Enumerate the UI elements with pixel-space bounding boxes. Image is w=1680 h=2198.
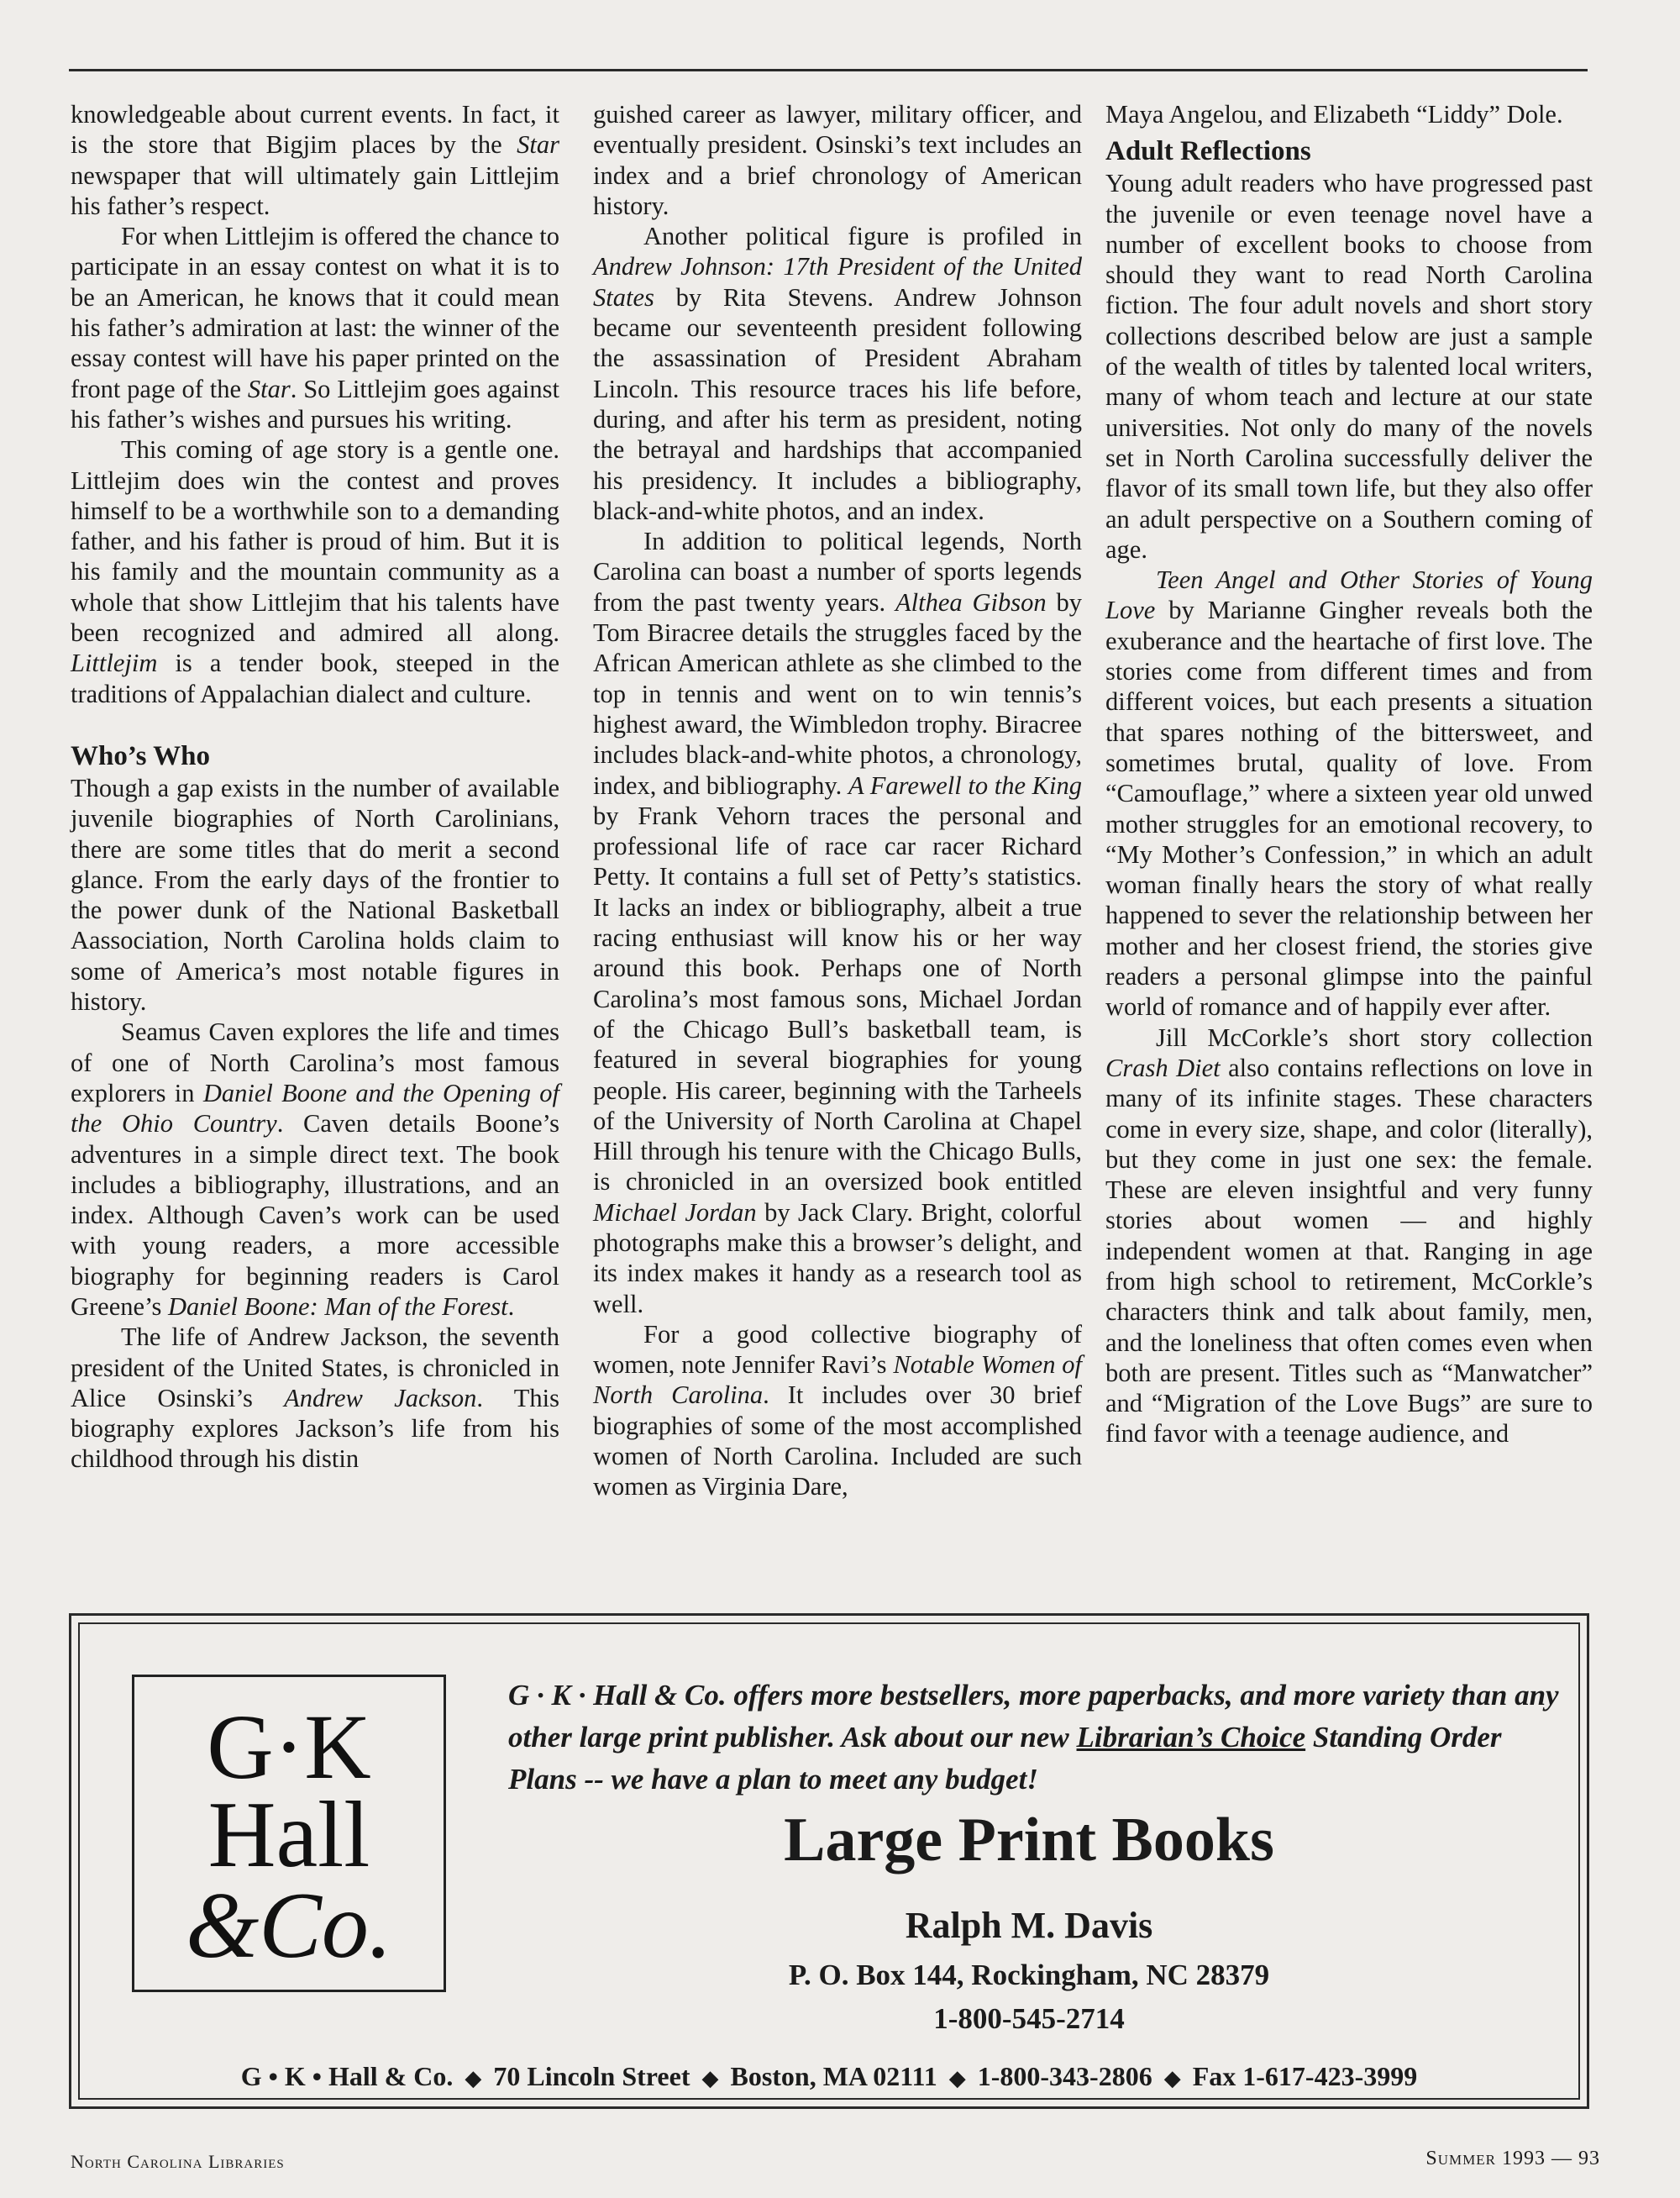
paragraph: Seamus Caven explores the life and times of one of North Carolina’s most famous explorers in Daniel Boone and the Opening of the Ohio Country. Caven details Boone’s adventures in a simple direct text. The book includes a bibliography, illustrations, and an index. Although Caven’s work can be used with young readers, a more accessible biography for beginning readers is Carol Greene’s Daniel Boone: Man of the Forest. <box>71 1017 559 1321</box>
section-heading-whos-who: Who’s Who <box>71 740 210 771</box>
paragraph: In addition to political legends, North Carolina can boast a number of sports legends from the past twenty years. Althea Gibson by Tom Biracree details the struggles faced by the African American athlete as she climbed to the top in tennis and went on to win tennis’s highest award, the Wimbledon trophy. Biracree includes black-and-white photos, a chronology, index, and bibliography. A Farewell to the King by Frank Vehorn traces the personal and professional life of race car racer Richard Petty. It contains a full set of Petty’s statistics. It lacks an index or bibliography, albeit a true racing enthusiast will know his or her way around this book. Perhaps one of North Carolina’s most famous sons, Michael Jordan of the Chicago Bull’s basketball team, is featured in several biographies for young people. His career, beginning with the Tarheels of the University of North Carolina at Chapel Hill through his tenure with the Chicago Bulls, is chronicled in an oversized book entitled Michael Jordan by Jack Clary. Bright, colorful photographs make this a browser’s delight, and its index makes it handy as a research tool as well. <box>593 527 1082 1318</box>
paragraph: Teen Angel and Other Stories of Young Love by Marianne Gingher reveals both the exuberance and the heartache of first love. The stories come from different times and from different voices, but each presents a situation that spares nothing of the bittersweet, and sometimes brutal, quality of love. From “Camouflage,” where a sixteen year old unwed mother struggles for an emotional recovery, to “My Mother’s Confession,” in which an adult woman finally hears the story of what really happened to sever the relationship between her mother and her closest friend, the stories give readers a personal glimpse into the painful world of romance and of happily ever after. <box>1105 565 1593 1022</box>
ad-rep-phone: 1-800-545-2714 <box>933 2002 1125 2035</box>
gk-hall-logo: G·K Hall &Co. <box>132 1675 446 1992</box>
paragraph: Jill McCorkle’s short story collection Crash Diet also contains reflections on love in many of its infinite stages. These characters come in every size, shape, and color (literally), but they come in just one sex: the female. These are eleven insightful and very funny stories about women — and highly independent women at that. Ranging in age from high school to retirement, McCorkle’s characters think and talk about family, men, and the loneliness that often comes even when both are present. Titles such as “Manwatcher” and “Migration of the Love Bugs” are sure to find favor with a teenage audience, and <box>1105 1023 1593 1449</box>
paragraph: For when Littlejim is offered the chance to participate in an essay contest on what it is to be an American, he knows that it could mean his father’s admiration at last: the winner of the essay contest will have his paper printed on the front page of the Star. So Littlejim goes against his father’s wishes and pursues his writing. <box>71 222 560 434</box>
diamond-icon: ◆ <box>701 2066 719 2090</box>
librarians-choice-text: Librarian’s Choice <box>1076 1721 1306 1754</box>
ad-footer-phone: 1-800-343-2806 <box>977 2061 1152 2091</box>
column-3 <box>1105 99 1593 1449</box>
ad-rep-name: Ralph M. Davis <box>905 1905 1153 1946</box>
paragraph: guished career as lawyer, military officer, and eventually president. Osinski’s text includes an index and a brief chronology of American history. <box>593 100 1082 220</box>
ad-footer <box>80 2059 1578 2095</box>
folio-issue-page: Summer 1993 — 93 <box>1425 2148 1600 2169</box>
diamond-icon: ◆ <box>948 2066 966 2090</box>
paragraph: For a good collective biography of women, note Jennifer Ravi’s Notable Women of North Carolina. It includes over 30 brief biographies of some of the most accomplished women of North Carolina. Included are such women as Virginia Dare, <box>593 1319 1082 1501</box>
column-2 <box>593 99 1082 1502</box>
ad-headline: Large Print Books <box>784 1806 1274 1875</box>
ad-inner-border <box>78 1622 1580 2100</box>
section-heading-adult-reflections: Adult Reflections <box>1105 136 1311 167</box>
ad-rep-address: P. O. Box 144, Rockingham, NC 28379 <box>788 1959 1270 1991</box>
folio-publication: North Carolina Libraries <box>71 2151 285 2172</box>
paragraph: Another political figure is profiled in Andrew Johnson: 17th President of the United States by Rita Stevens. Andrew Johnson became our seventeenth president following the assassination of President Abraham Lincoln. This resource traces his life before, during, and after his term as president, noting the betrayal and hardships that accompanied his presidency. It includes a bibliography, black-and-white photos, and an index. <box>593 222 1082 525</box>
paragraph: Young adult readers who have progressed past the juvenile or even teenage novel have a number of excellent books to choose from should they want to read North Carolina fiction. The four adult novels and short story collections described below are just a sample of the wealth of titles by talented local writers, many of whom teach and lecture at our state universities. Not only do many of the novels set in North Carolina successfully deliver the flavor of its small town life, but they also offer an adult perspective on a Southern coming of age. <box>1105 169 1593 564</box>
paragraph: Though a gap exists in the number of available juvenile biographies of North Carolinians, there are some titles that do merit a second glance. From the early days of the frontier to the power dunk of the National Basketball Aassociation, North Carolina holds claim to some of America’s most notable figures in history. <box>71 773 559 1017</box>
gk-hall-advertisement <box>69 1613 1589 2109</box>
paragraph: The life of Andrew Jackson, the seventh president of the United States, is chronicled in Alice Osinski’s Andrew Jackson. This biography explores Jackson’s life from his childhood through his distin <box>71 1322 559 1474</box>
top-rule <box>69 69 1588 71</box>
ad-footer-fax: Fax 1-617-423-3999 <box>1192 2061 1418 2091</box>
diamond-icon: ◆ <box>465 2066 482 2090</box>
column-1 <box>71 99 559 1475</box>
ad-footer-company: G • K • Hall & Co. <box>240 2061 454 2091</box>
ad-footer-city: Boston, MA 02111 <box>730 2061 937 2091</box>
paragraph: This coming of age story is a gentle one. Littlejim does win the contest and proves himself to be a worthwhile son to a demanding father, and his father is proud of him. But it is his family and the mountain community as a whole that show Littlejim that his talents have been recognized and admired all along. Littlejim is a tender book, steeped in the traditions of Appalachian dialect and culture. <box>71 435 559 708</box>
paragraph: knowledgeable about current events. In fact, it is the store that Bigjim places by the Star newspaper that will ultimately gain Littlejim his father’s respect. <box>71 100 559 220</box>
paragraph: Maya Angelou, and Elizabeth “Liddy” Dole. <box>1105 100 1563 129</box>
diamond-icon: ◆ <box>1163 2066 1181 2090</box>
ad-footer-street: 70 Lincoln Street <box>493 2061 690 2091</box>
ad-tagline: G · K · Hall & Co. offers more bestsellers, more paperbacks, and more variety than any other large print publisher. Ask about our new Librarian’s Choice Standing Order Plans -- we have a plan to meet any budget! <box>508 1679 1559 1796</box>
